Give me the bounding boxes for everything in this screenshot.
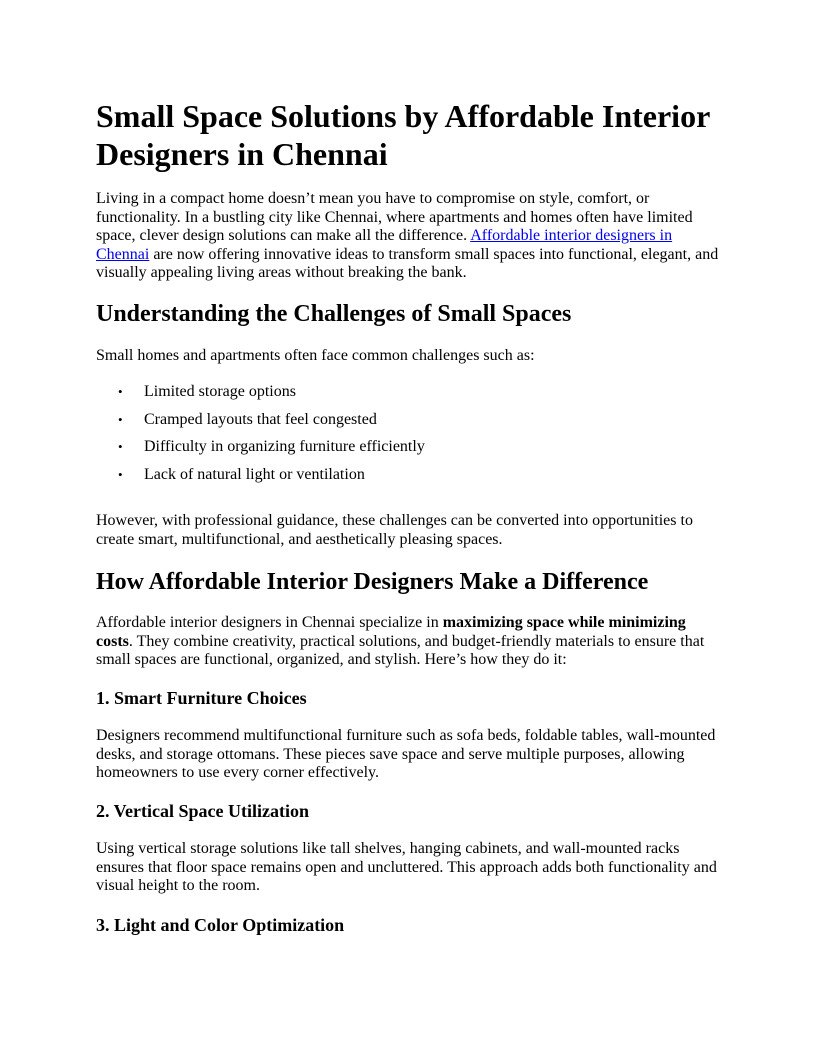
difference-text-end: . They combine creativity, practical solutions, and budget-friendly materials to ensure that small spaces are functional, organized, and stylish. Here’s how they do it: <box>96 632 705 669</box>
bullet-icon: • <box>118 411 123 427</box>
list-item <box>96 411 425 439</box>
intro-text-start: Living in a compact home doesn’t mean you have to compromise on style, comfort, or functionality. In a bustling city like Chennai, where apartments and homes often have limited space, clever design solutions can make all the difference. <box>96 190 693 245</box>
affordable-designers-link[interactable]: Affordable interior designers in Chennai <box>96 227 673 263</box>
list-item <box>96 466 425 494</box>
bullet-icon: • <box>118 439 123 455</box>
difference-bold-text: maximizing space while minimizing costs <box>96 614 686 650</box>
bullet-icon: • <box>118 467 123 483</box>
vertical-space-paragraph: Using vertical storage solutions like tall shelves, hanging cabinets, and wall-mounted racks ensures that floor space remains open and uncluttered. This approach adds both functionality and visual height to the room. <box>96 840 717 895</box>
section-heading-difference: How Affordable Interior Designers Make a Difference <box>96 569 649 595</box>
list-item-text: Lack of natural light or ventilation <box>144 466 365 484</box>
challenges-lead: Small homes and apartments often face common challenges such as: <box>96 347 535 364</box>
subheading-vertical-space: 2. Vertical Space Utilization <box>96 801 309 821</box>
page-title: Small Space Solutions by Affordable Interior Designers in Chennai <box>96 98 710 172</box>
list-item-text: Cramped layouts that feel congested <box>144 410 377 428</box>
list-item <box>96 383 425 411</box>
challenges-list <box>96 383 425 494</box>
subheading-smart-furniture: 1. Smart Furniture Choices <box>96 688 307 708</box>
bullet-icon: • <box>118 384 123 399</box>
list-item-text: Difficulty in organizing furniture efficiently <box>144 438 425 456</box>
intro-text-end: are now offering innovative ideas to transform small spaces into functional, elegant, and visually appealing living areas without breaking the bank. <box>96 245 719 282</box>
intro-paragraph <box>96 190 720 283</box>
list-item-text: Limited storage options <box>144 383 296 400</box>
subheading-light-color: 3. Light and Color Optimization <box>96 915 345 935</box>
list-item <box>96 438 425 466</box>
section-heading-challenges: Understanding the Challenges of Small Spaces <box>96 301 572 327</box>
smart-furniture-paragraph: Designers recommend multifunctional furniture such as sofa beds, foldable tables, wall-mounted desks, and storage ottomans. These pieces save space and serve multiple purposes, allowing homeowners to use every corner effectively. <box>96 727 716 782</box>
challenges-closing: However, with professional guidance, these challenges can be converted into opportunities to create smart, multifunctional, and aesthetically pleasing spaces. <box>96 512 693 548</box>
difference-text-start: Affordable interior designers in Chennai specialize in <box>96 614 443 631</box>
difference-paragraph <box>96 614 720 670</box>
